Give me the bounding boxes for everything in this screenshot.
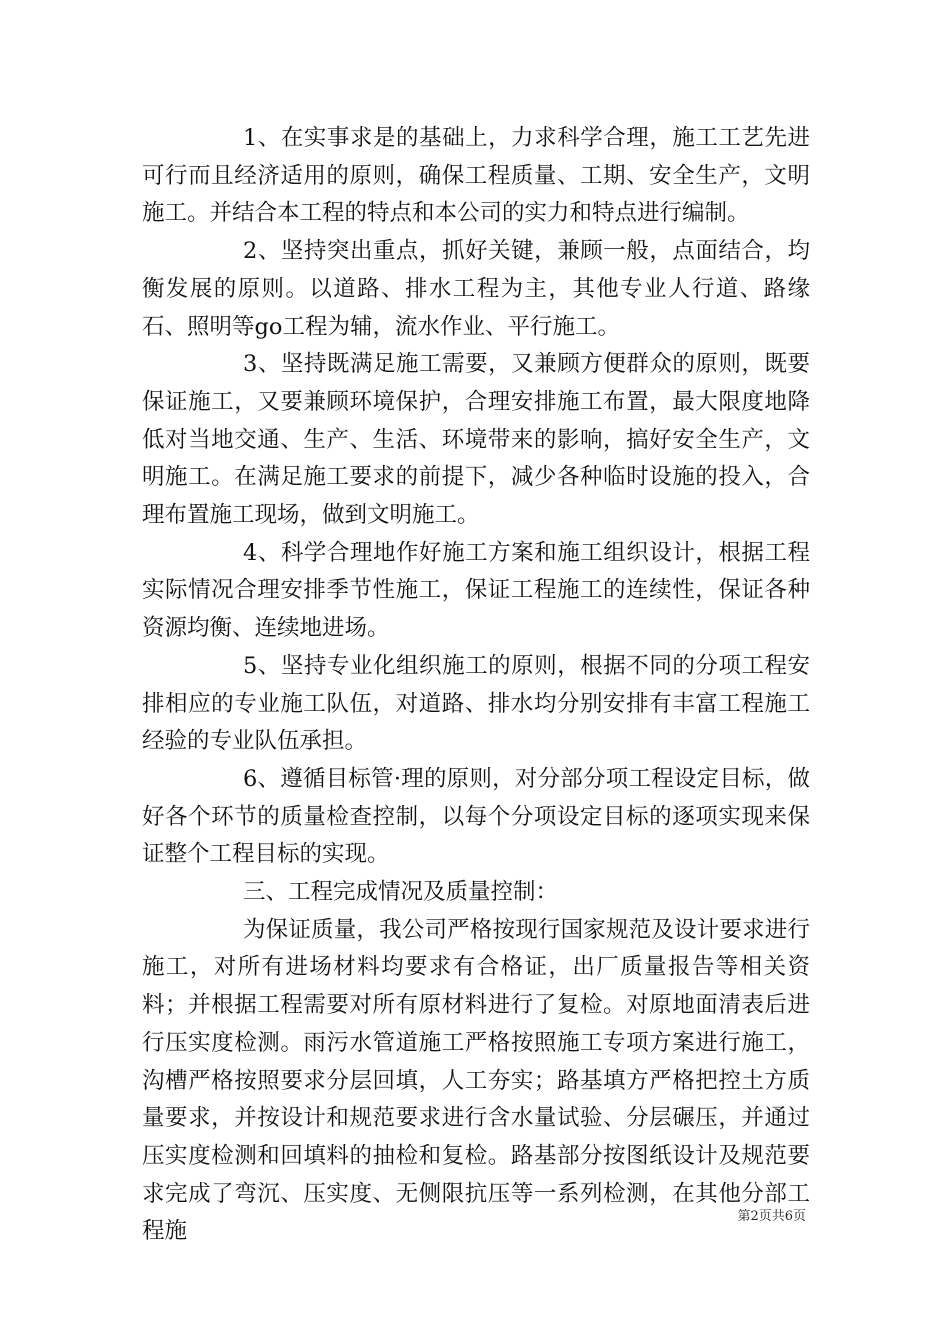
paragraph-principle-3: 3、坚持既满足施工需要，又兼顾方便群众的原则，既要保证施工，又要兼顾环境保护，合理安排施工布置，最大限度地降低对当地交通、生产、生活、环境带来的影响，搞好安全生产，文明施工。在满足施工要求的前提下，减少各种临时设施的投入，合理布置施工现场，做到文明施工。 — [142, 351, 810, 529]
section-heading: 三、工程完成情况及质量控制： — [243, 879, 559, 906]
paragraph-principle-6: 6、遵循目标管·理的原则，对分部分项工程设定目标，做好各个环节的质量检查控制，以每个分项设定目标的逐项实现来保证整个工程目标的实现。 — [142, 765, 810, 868]
paragraph-principle-2: 2、坚持突出重点，抓好关键，兼顾一般，点面结合，均衡发展的原则。以道路、排水工程为主，其他专业人行道、路缘石、照明等go工程为辅，流水作业、平行施工。 — [142, 238, 810, 340]
document-body — [142, 120, 810, 1251]
paragraph-quality-control: 为保证质量，我公司严格按现行国家规范及设计要求进行施工，对所有进场材料均要求有合格证，出厂质量报告等相关资料；并根据工程需要对所有原材料进行了复检。对原地面清表后进行压实度检测。雨污水管道施工严格按照施工专项方案进行施工，沟槽严格按照要求分层回填，人工夯实；路基填方严格把控土方质量要求，并按设计和规范要求进行含水量试验、分层碾压，并通过压实度检测和回填料的抽检和复检。路基部分按图纸设计及规范要求完成了弯沉、压实度、无侧限抗压等一系列检测，在其他分部工程施 — [142, 916, 810, 1245]
paragraph-principle-1: 1、在实事求是的基础上，力求科学合理，施工工艺先进可行而且经济适用的原则，确保工程质量、工期、安全生产，文明施工。并结合本工程的特点和本公司的实力和特点进行编制。 — [142, 125, 810, 227]
paragraph-principle-4: 4、科学合理地作好施工方案和施工组织设计，根据工程实际情况合理安排季节性施工，保证工程施工的连续性，保证各种资源均衡、连续地进场。 — [142, 539, 810, 642]
paragraph-principle-5: 5、坚持专业化组织施工的原则，根据不同的分项工程安排相应的专业施工队伍，对道路、排水均分别安排有丰富工程施工经验的专业队伍承担。 — [142, 652, 810, 755]
page-number: 第2页共6页 — [737, 1209, 806, 1224]
